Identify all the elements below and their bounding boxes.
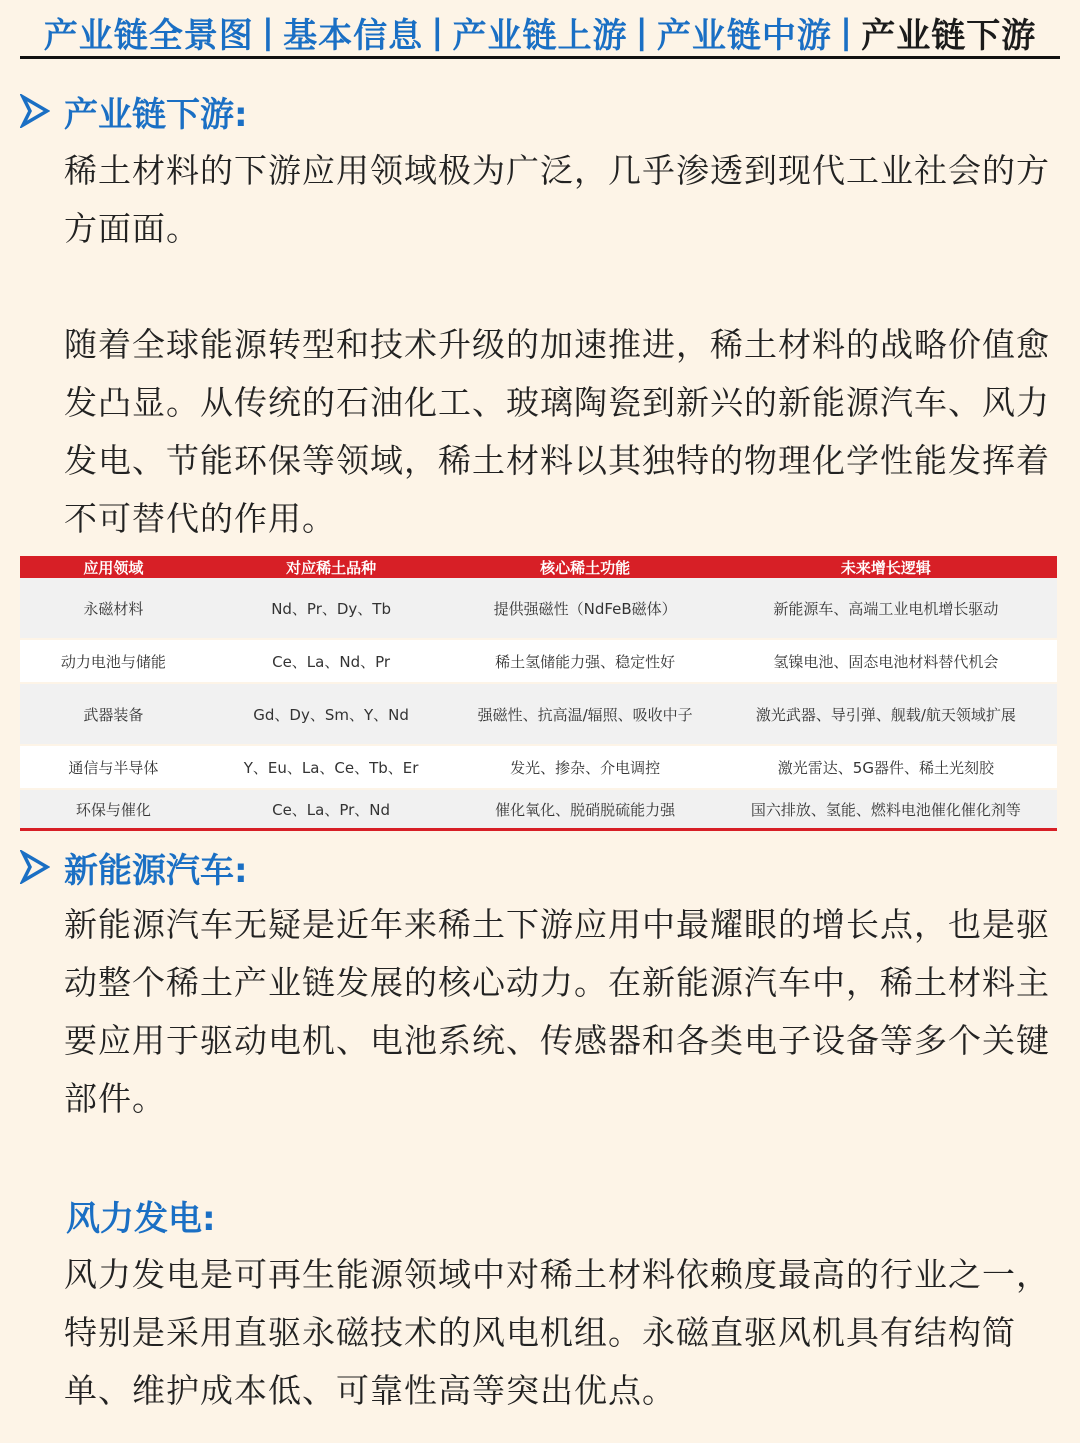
nav-tab-basic-info[interactable]: 基本信息 xyxy=(283,15,424,56)
column-header: 未来增长逻辑 xyxy=(840,558,931,577)
heading-text: 产业链下游: xyxy=(64,94,248,135)
table-cell: 动力电池与储能 xyxy=(60,652,166,671)
table-cell: 稀土氢储能力强、稳定性好 xyxy=(495,652,676,671)
table-row xyxy=(20,640,1057,682)
table-cell: Ce、La、Nd、Pr xyxy=(272,652,391,671)
paragraph-wind: 风力发电是可再生能源领域中对稀土材料依赖度最高的行业之一，特别是采用直驱永磁技术的风电机组。永磁直驱风机具有结构简单、维护成本低、可靠性高等突出优点。 xyxy=(64,1255,1050,1410)
section-heading-nev xyxy=(20,842,248,892)
table-row xyxy=(20,790,1057,828)
column-header: 应用领域 xyxy=(83,558,144,577)
table-cell: Ce、La、Pr、Nd xyxy=(272,800,391,819)
top-nav xyxy=(20,6,1060,58)
table-bottom-border xyxy=(20,828,1057,831)
table-cell: 武器装备 xyxy=(83,705,144,724)
application-table xyxy=(20,556,1057,831)
table-cell: 催化氧化、脱硝脱硫能力强 xyxy=(495,800,676,819)
nav-separator: | xyxy=(431,12,445,52)
table-cell: 提供强磁性（NdFeB磁体） xyxy=(493,599,677,618)
nav-separator: | xyxy=(635,12,649,52)
table-cell: 发光、掺杂、介电调控 xyxy=(510,758,661,777)
nav-underline xyxy=(20,56,1060,59)
table-cell: Y、Eu、La、Ce、Tb、Er xyxy=(243,758,419,777)
table-cell: 强磁性、抗高温/辐照、吸收中子 xyxy=(477,705,693,724)
table-cell: 新能源车、高端工业电机增长驱动 xyxy=(773,599,999,618)
table-cell: 国六排放、氢能、燃料电池催化催化剂等 xyxy=(750,800,1021,819)
table-cell: 环保与催化 xyxy=(75,800,151,819)
nav-tab-upstream[interactable]: 产业链上游 xyxy=(452,15,628,56)
arrow-bullet-icon xyxy=(20,850,50,884)
table-header-row xyxy=(20,556,1057,578)
table-cell: 激光雷达、5G器件、稀土光刻胶 xyxy=(777,758,994,777)
heading-text: 新能源汽车: xyxy=(64,850,248,891)
table-cell: 激光武器、导引弹、舰载/航天领域扩展 xyxy=(755,705,1016,724)
table-cell: Gd、Dy、Sm、Y、Nd xyxy=(253,705,409,724)
nav-tab-overview[interactable]: 产业链全景图 xyxy=(43,15,254,56)
nav-tab-downstream[interactable]: 产业链下游 xyxy=(861,15,1037,56)
table-cell: 永磁材料 xyxy=(83,599,144,618)
table-row xyxy=(20,578,1057,638)
table-row xyxy=(20,746,1057,788)
heading-text: 风力发电: xyxy=(66,1198,216,1239)
column-header: 对应稀土品种 xyxy=(286,558,377,577)
nav-tab-midstream[interactable]: 产业链中游 xyxy=(656,15,832,56)
table-cell: 通信与半导体 xyxy=(68,758,159,777)
paragraph-downstream-intro: 稀土材料的下游应用领域极为广泛，几乎渗透到现代工业社会的方方面面。 xyxy=(64,151,1050,248)
nav-separator: | xyxy=(839,12,854,52)
arrow-bullet-icon xyxy=(20,94,50,128)
nav-separator: | xyxy=(261,12,276,52)
paragraph-nev: 新能源汽车无疑是近年来稀土下游应用中最耀眼的增长点，也是驱动整个稀土产业链发展的核心动力。在新能源汽车中，稀土材料主要应用于驱动电机、电池系统、传感器和各类电子设备等多个关键部件。 xyxy=(64,905,1050,1118)
table-cell: 氢镍电池、固态电池材料替代机会 xyxy=(773,652,999,671)
table-cell: Nd、Pr、Dy、Tb xyxy=(271,599,391,618)
column-header: 核心稀土功能 xyxy=(540,558,631,577)
section-heading-wind xyxy=(66,1190,216,1240)
section-heading-downstream xyxy=(20,86,248,136)
paragraph-downstream-detail: 随着全球能源转型和技术升级的加速推进，稀土材料的战略价值愈发凸显。从传统的石油化工、玻璃陶瓷到新兴的新能源汽车、风力发电、节能环保等领域，稀土材料以其独特的物理化学性能发挥着不可替代的作用。 xyxy=(64,325,1050,538)
table-row xyxy=(20,684,1057,744)
